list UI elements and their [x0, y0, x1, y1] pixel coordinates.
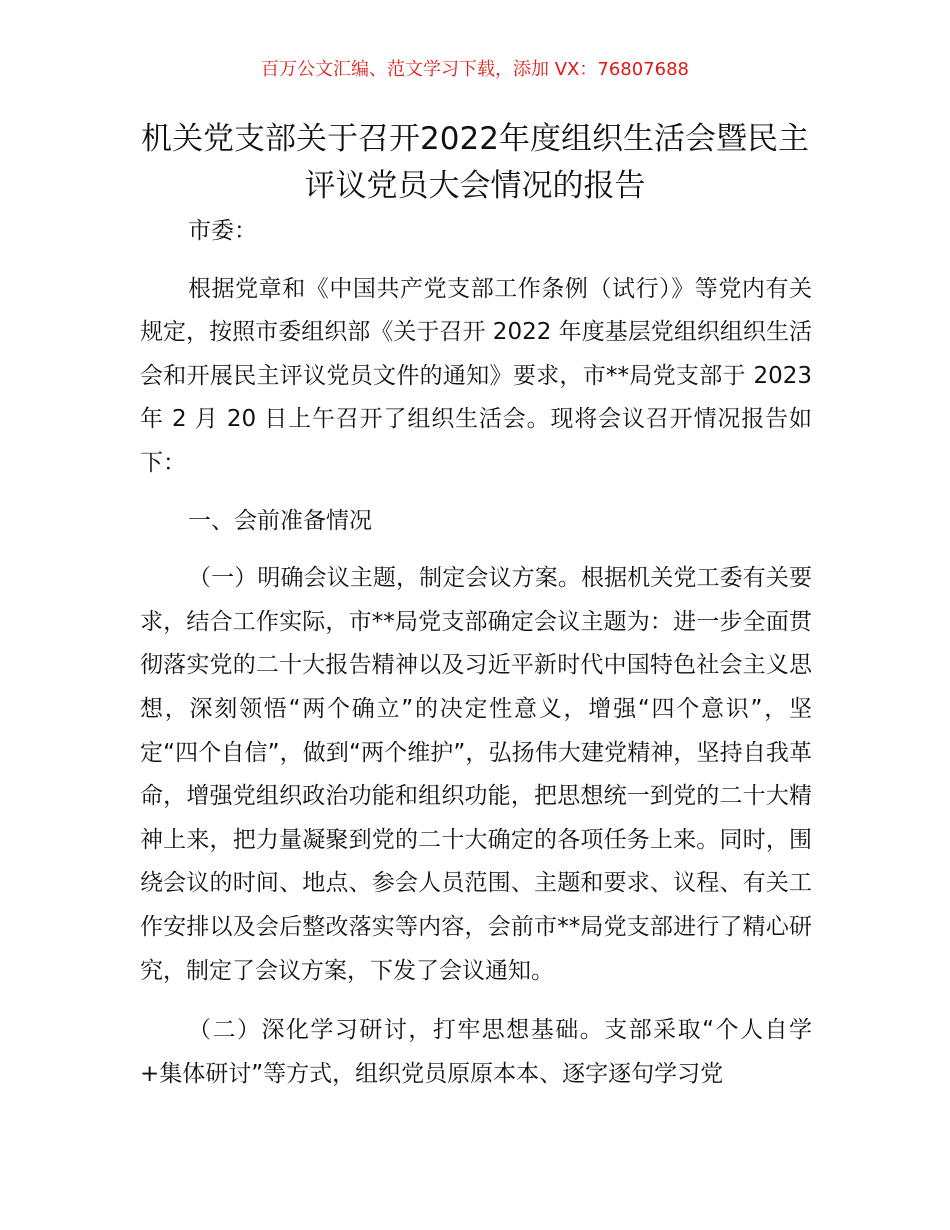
header-banner: 百万公文汇编、范文学习下载，添加 VX：76807688	[261, 59, 689, 80]
paragraph-subsection-1: （一）明确会议主题，制定会议方案。根据机关党工委有关要求，结合工作实际，市**局党支部确定会议主题为：进一步全面贯彻落实党的二十大报告精神以及习近平新时代中国特色社会主义思想，深刻领悟“两个确立”的决定性意义，增强“四个意识”，坚定“四个自信”，做到“两个维护”，弘扬伟大建党精神，坚持自我革命，增强党组织政治功能和组织功能，把思想统一到党的二十大精神上来，把力量凝聚到党的二十大确定的各项任务上来。同时，围绕会议的时间、地点、参会人员范围、主题和要求、议程、有关工作安排以及会后整改落实等内容，会前市**局党支部进行了精心研究，制定了会议方案，下发了会议通知。	[140, 565, 812, 984]
document-title: 机关党支部关于召开2022年度组织生活会暨民主评议党员大会情况的报告	[141, 121, 809, 204]
document-body	[140, 210, 812, 1096]
paragraph-intro: 根据党章和《中国共产党支部工作条例（试行）》等党内有关规定，按照市委组织部《关于召开 2022 年度基层党组织组织生活会和开展民主评议党员文件的通知》要求，市**局党支部于 2023 年 2 月 20 日上午召开了组织生活会。现将会议召开情况报告如下：	[140, 275, 812, 476]
section-heading-1: 一、会前准备情况	[188, 507, 372, 534]
paragraph-subsection-2: （二）深化学习研讨，打牢思想基础。支部采取“个人自学+集体研讨”等方式，组织党员原原本本、逐字逐句学习党	[140, 1017, 812, 1087]
salutation: 市委：	[188, 218, 257, 244]
